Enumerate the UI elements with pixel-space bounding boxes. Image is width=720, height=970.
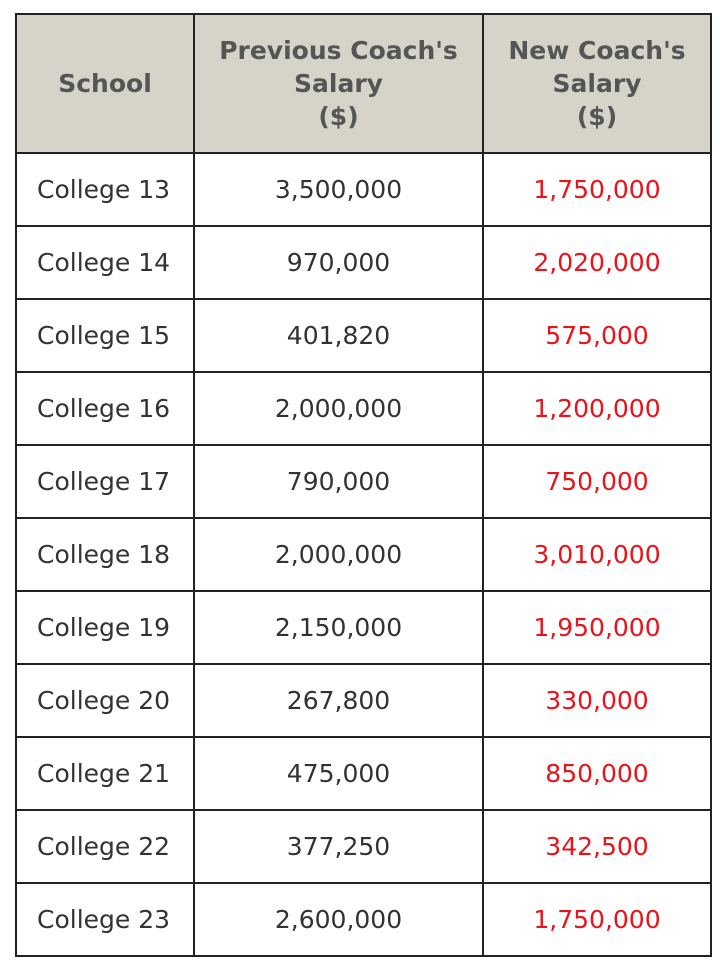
school-cell: College 19 <box>16 591 194 664</box>
table-row <box>16 372 711 445</box>
school-cell: College 15 <box>16 299 194 372</box>
table-row <box>16 226 711 299</box>
school-cell: College 13 <box>16 153 194 226</box>
table-row <box>16 883 711 956</box>
new-salary-cell: 1,750,000 <box>483 153 711 226</box>
school-cell: College 16 <box>16 372 194 445</box>
header-previous-line-2: Salary <box>294 69 383 98</box>
new-salary-cell: 850,000 <box>483 737 711 810</box>
header-row <box>16 14 711 153</box>
previous-salary-cell: 2,150,000 <box>194 591 483 664</box>
table-row <box>16 153 711 226</box>
previous-salary-cell: 790,000 <box>194 445 483 518</box>
header-previous-line-3: ($) <box>318 102 359 131</box>
school-cell: College 14 <box>16 226 194 299</box>
school-cell: College 21 <box>16 737 194 810</box>
table-row <box>16 591 711 664</box>
header-school-label: School <box>58 69 152 98</box>
header-new-line-3: ($) <box>576 102 618 131</box>
new-salary-cell: 3,010,000 <box>483 518 711 591</box>
previous-salary-cell: 3,500,000 <box>194 153 483 226</box>
header-new-line-2: Salary <box>552 69 642 98</box>
header-previous-line-1: Previous Coach's <box>219 36 458 65</box>
new-salary-cell: 1,950,000 <box>483 591 711 664</box>
new-salary-cell: 2,020,000 <box>483 226 711 299</box>
school-cell: College 22 <box>16 810 194 883</box>
previous-salary-cell: 970,000 <box>194 226 483 299</box>
table-row <box>16 810 711 883</box>
table-row <box>16 664 711 737</box>
previous-salary-cell: 2,000,000 <box>194 518 483 591</box>
table-row <box>16 299 711 372</box>
header-school <box>16 14 194 153</box>
new-salary-cell: 330,000 <box>483 664 711 737</box>
school-cell: College 17 <box>16 445 194 518</box>
table-row <box>16 737 711 810</box>
previous-salary-cell: 475,000 <box>194 737 483 810</box>
header-new-line-1: New Coach's <box>508 36 686 65</box>
header-new-salary <box>483 14 711 153</box>
new-salary-cell: 1,750,000 <box>483 883 711 956</box>
header-previous-salary <box>194 14 483 153</box>
previous-salary-cell: 377,250 <box>194 810 483 883</box>
salary-table <box>15 13 712 957</box>
new-salary-cell: 750,000 <box>483 445 711 518</box>
previous-salary-cell: 401,820 <box>194 299 483 372</box>
new-salary-cell: 575,000 <box>483 299 711 372</box>
table-row <box>16 518 711 591</box>
school-cell: College 20 <box>16 664 194 737</box>
new-salary-cell: 1,200,000 <box>483 372 711 445</box>
school-cell: College 23 <box>16 883 194 956</box>
table-row <box>16 445 711 518</box>
school-cell: College 18 <box>16 518 194 591</box>
new-salary-cell: 342,500 <box>483 810 711 883</box>
previous-salary-cell: 267,800 <box>194 664 483 737</box>
previous-salary-cell: 2,600,000 <box>194 883 483 956</box>
previous-salary-cell: 2,000,000 <box>194 372 483 445</box>
